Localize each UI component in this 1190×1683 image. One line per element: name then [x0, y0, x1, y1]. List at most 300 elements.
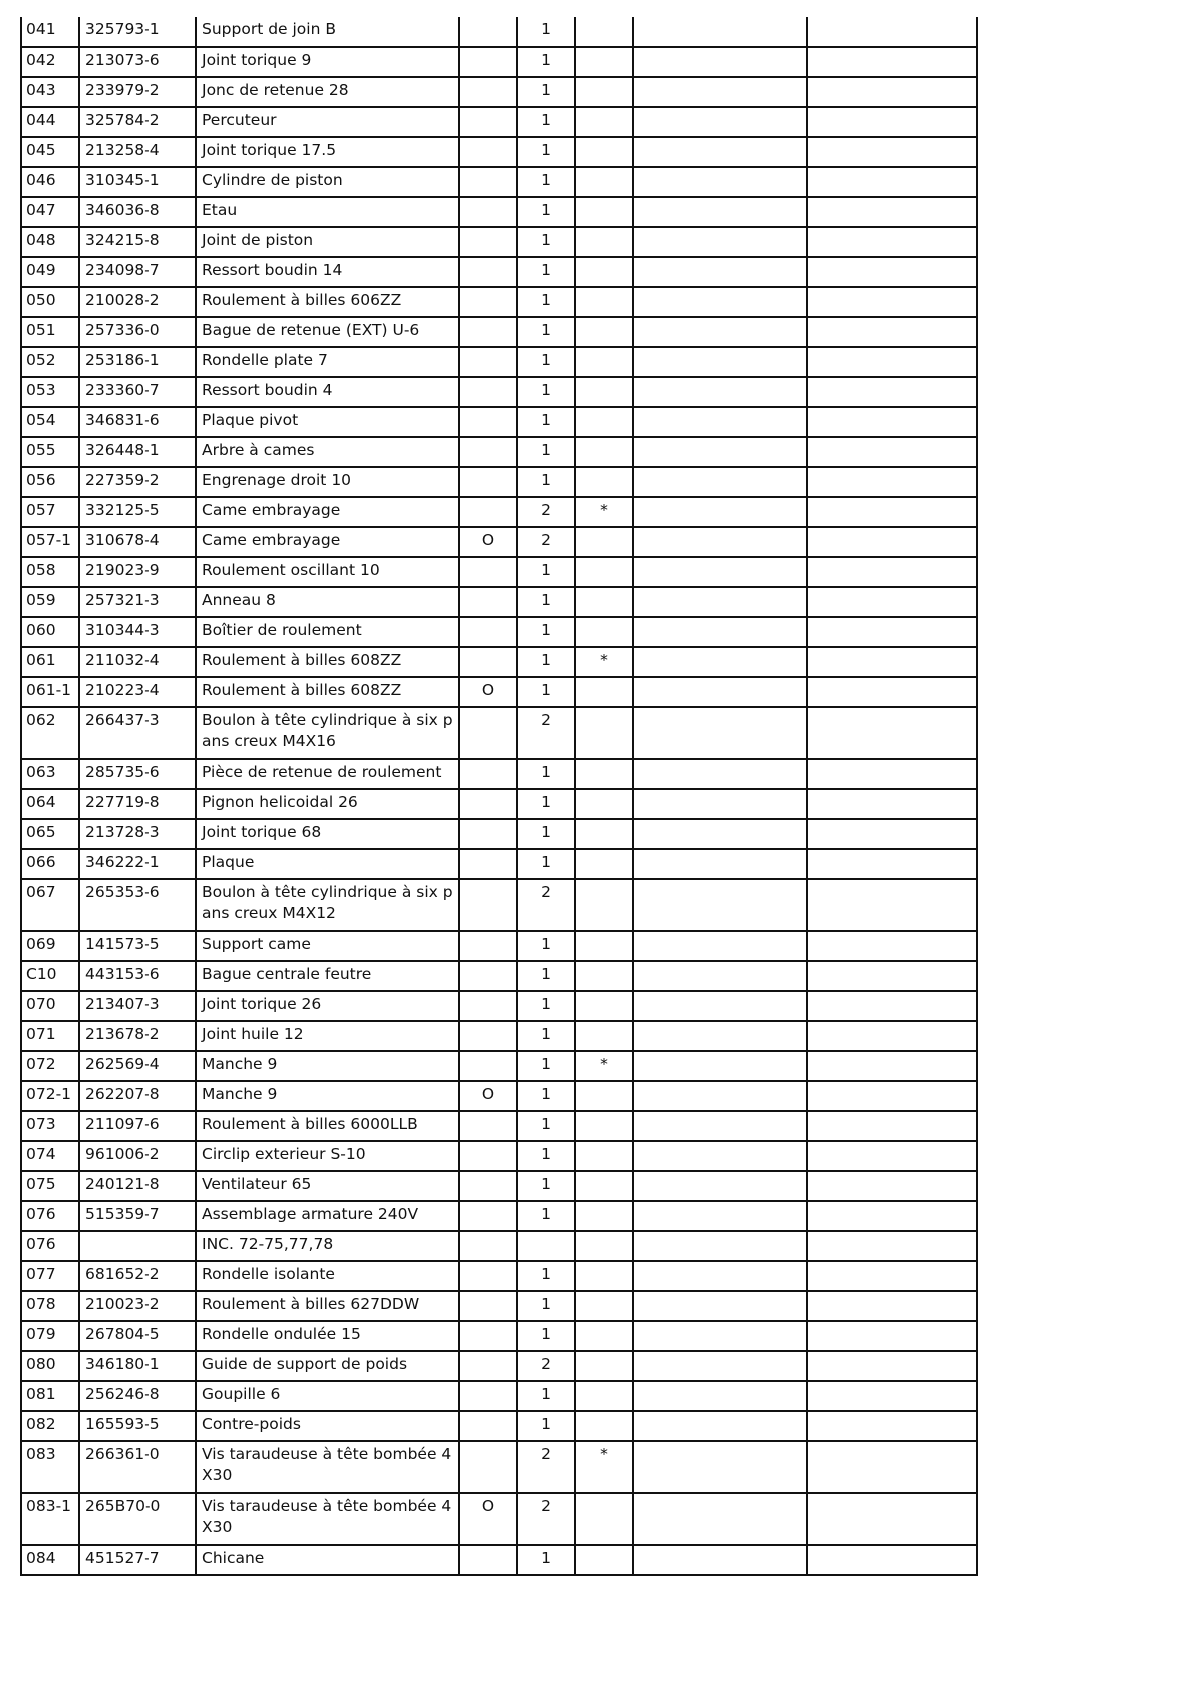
part-number-cell: 346222-1: [79, 849, 196, 879]
quantity-cell: 1: [517, 789, 575, 819]
blank-cell: [807, 557, 977, 587]
item-number-cell: 047: [21, 197, 79, 227]
table-row: [21, 1291, 977, 1321]
item-number-cell: 078: [21, 1291, 79, 1321]
blank-cell: [807, 1291, 977, 1321]
option-cell: [459, 227, 517, 257]
part-number-cell: 210023-2: [79, 1291, 196, 1321]
item-number-cell: 056: [21, 467, 79, 497]
description-cell: Rondelle ondulée 15: [196, 1321, 459, 1351]
table-row: [21, 1111, 977, 1141]
quantity-cell: 1: [517, 1291, 575, 1321]
blank-cell: [807, 107, 977, 137]
note-cell: *: [575, 497, 633, 527]
blank-cell: [807, 879, 977, 931]
table-row: [21, 17, 977, 47]
note-cell: [575, 1321, 633, 1351]
quantity-cell: 1: [517, 347, 575, 377]
blank-cell: [807, 197, 977, 227]
item-number-cell: 049: [21, 257, 79, 287]
option-cell: [459, 617, 517, 647]
item-number-cell: 079: [21, 1321, 79, 1351]
item-number-cell: 058: [21, 557, 79, 587]
blank-cell: [807, 1493, 977, 1545]
note-cell: [575, 1111, 633, 1141]
quantity-cell: 1: [517, 467, 575, 497]
blank-cell: [807, 1231, 977, 1261]
item-number-cell: 080: [21, 1351, 79, 1381]
part-number-cell: 211097-6: [79, 1111, 196, 1141]
blank-cell: [633, 527, 807, 557]
blank-cell: [807, 1411, 977, 1441]
option-cell: [459, 497, 517, 527]
part-number-cell: 515359-7: [79, 1201, 196, 1231]
blank-cell: [807, 617, 977, 647]
item-number-cell: 067: [21, 879, 79, 931]
blank-cell: [807, 961, 977, 991]
note-cell: [575, 197, 633, 227]
quantity-cell: 2: [517, 497, 575, 527]
note-cell: [575, 1231, 633, 1261]
item-number-cell: 053: [21, 377, 79, 407]
blank-cell: [633, 759, 807, 789]
table-row: [21, 759, 977, 789]
part-number-cell: 346831-6: [79, 407, 196, 437]
blank-cell: [633, 1261, 807, 1291]
part-number-cell: 266437-3: [79, 707, 196, 759]
quantity-cell: 1: [517, 849, 575, 879]
description-cell: Anneau 8: [196, 587, 459, 617]
table-row: [21, 77, 977, 107]
note-cell: [575, 167, 633, 197]
quantity-cell: 1: [517, 991, 575, 1021]
note-cell: *: [575, 1051, 633, 1081]
option-cell: [459, 1381, 517, 1411]
note-cell: [575, 407, 633, 437]
blank-cell: [633, 137, 807, 167]
part-number-cell: 262569-4: [79, 1051, 196, 1081]
blank-cell: [807, 227, 977, 257]
table-row: [21, 1411, 977, 1441]
quantity-cell: 1: [517, 1321, 575, 1351]
blank-cell: [633, 1171, 807, 1201]
blank-cell: [807, 1201, 977, 1231]
option-cell: [459, 407, 517, 437]
quantity-cell: 2: [517, 1351, 575, 1381]
blank-cell: [807, 317, 977, 347]
table-row: [21, 931, 977, 961]
item-number-cell: C10: [21, 961, 79, 991]
description-cell: Joint torique 68: [196, 819, 459, 849]
item-number-cell: 061: [21, 647, 79, 677]
item-number-cell: 072: [21, 1051, 79, 1081]
blank-cell: [633, 257, 807, 287]
item-number-cell: 057: [21, 497, 79, 527]
table-row: [21, 879, 977, 931]
quantity-cell: 2: [517, 1493, 575, 1545]
option-cell: [459, 47, 517, 77]
description-cell: Pièce de retenue de roulement: [196, 759, 459, 789]
part-number-cell: 325793-1: [79, 17, 196, 47]
note-cell: [575, 587, 633, 617]
option-cell: [459, 1441, 517, 1493]
description-cell: Came embrayage: [196, 497, 459, 527]
blank-cell: [807, 407, 977, 437]
description-cell: Joint torique 17.5: [196, 137, 459, 167]
note-cell: [575, 1351, 633, 1381]
quantity-cell: 1: [517, 557, 575, 587]
option-cell: [459, 1171, 517, 1201]
blank-cell: [807, 991, 977, 1021]
note-cell: [575, 77, 633, 107]
table-row: [21, 1021, 977, 1051]
item-number-cell: 070: [21, 991, 79, 1021]
part-number-cell: 346180-1: [79, 1351, 196, 1381]
blank-cell: [633, 227, 807, 257]
quantity-cell: 2: [517, 707, 575, 759]
option-cell: [459, 1351, 517, 1381]
table-row: [21, 1201, 977, 1231]
part-number-cell: 262207-8: [79, 1081, 196, 1111]
blank-cell: [807, 931, 977, 961]
item-number-cell: 072-1: [21, 1081, 79, 1111]
item-number-cell: 073: [21, 1111, 79, 1141]
description-cell: Ressort boudin 14: [196, 257, 459, 287]
option-cell: [459, 1321, 517, 1351]
quantity-cell: 2: [517, 527, 575, 557]
option-cell: [459, 377, 517, 407]
description-cell: Boîtier de roulement: [196, 617, 459, 647]
note-cell: [575, 557, 633, 587]
description-cell: Bague de retenue (EXT) U-6: [196, 317, 459, 347]
quantity-cell: 1: [517, 1021, 575, 1051]
item-number-cell: 081: [21, 1381, 79, 1411]
blank-cell: [633, 497, 807, 527]
part-number-cell: 234098-7: [79, 257, 196, 287]
blank-cell: [633, 437, 807, 467]
note-cell: [575, 347, 633, 377]
blank-cell: [633, 1111, 807, 1141]
quantity-cell: 1: [517, 317, 575, 347]
quantity-cell: 1: [517, 647, 575, 677]
blank-cell: [633, 167, 807, 197]
item-number-cell: 083-1: [21, 1493, 79, 1545]
note-cell: [575, 931, 633, 961]
item-number-cell: 077: [21, 1261, 79, 1291]
option-cell: [459, 819, 517, 849]
table-row: [21, 167, 977, 197]
part-number-cell: 213258-4: [79, 137, 196, 167]
table-row: [21, 257, 977, 287]
table-row: [21, 707, 977, 759]
quantity-cell: 1: [517, 227, 575, 257]
description-cell: Joint torique 26: [196, 991, 459, 1021]
option-cell: [459, 879, 517, 931]
quantity-cell: 1: [517, 1081, 575, 1111]
part-number-cell: 165593-5: [79, 1411, 196, 1441]
table-row: [21, 107, 977, 137]
quantity-cell: 1: [517, 77, 575, 107]
option-cell: [459, 849, 517, 879]
table-row: [21, 1141, 977, 1171]
blank-cell: [807, 819, 977, 849]
note-cell: [575, 17, 633, 47]
item-number-cell: 060: [21, 617, 79, 647]
option-cell: [459, 137, 517, 167]
table-row: [21, 347, 977, 377]
part-number-cell: 324215-8: [79, 227, 196, 257]
quantity-cell: 1: [517, 287, 575, 317]
item-number-cell: 071: [21, 1021, 79, 1051]
option-cell: [459, 1111, 517, 1141]
option-cell: [459, 1545, 517, 1575]
quantity-cell: 1: [517, 1111, 575, 1141]
option-cell: [459, 1201, 517, 1231]
item-number-cell: 042: [21, 47, 79, 77]
item-number-cell: 051: [21, 317, 79, 347]
description-cell: Joint de piston: [196, 227, 459, 257]
part-number-cell: 325784-2: [79, 107, 196, 137]
part-number-cell: 332125-5: [79, 497, 196, 527]
description-cell: INC. 72-75,77,78: [196, 1231, 459, 1261]
option-cell: [459, 587, 517, 617]
quantity-cell: 1: [517, 759, 575, 789]
blank-cell: [807, 1171, 977, 1201]
part-number-cell: 961006-2: [79, 1141, 196, 1171]
description-cell: Bague centrale feutre: [196, 961, 459, 991]
table-row: [21, 437, 977, 467]
table-row: [21, 287, 977, 317]
description-cell: Roulement à billes 627DDW: [196, 1291, 459, 1321]
blank-cell: [633, 47, 807, 77]
quantity-cell: 1: [517, 107, 575, 137]
description-cell: Roulement oscillant 10: [196, 557, 459, 587]
blank-cell: [633, 707, 807, 759]
note-cell: [575, 437, 633, 467]
item-number-cell: 066: [21, 849, 79, 879]
description-cell: Vis taraudeuse à tête bombée 4X30: [196, 1493, 459, 1545]
blank-cell: [633, 1291, 807, 1321]
option-cell: [459, 1021, 517, 1051]
blank-cell: [807, 377, 977, 407]
blank-cell: [807, 287, 977, 317]
table-row: [21, 1081, 977, 1111]
quantity-cell: 1: [517, 137, 575, 167]
description-cell: Roulement à billes 6000LLB: [196, 1111, 459, 1141]
blank-cell: [633, 1201, 807, 1231]
quantity-cell: 1: [517, 1381, 575, 1411]
blank-cell: [807, 789, 977, 819]
quantity-cell: 1: [517, 47, 575, 77]
blank-cell: [807, 137, 977, 167]
blank-cell: [633, 1021, 807, 1051]
description-cell: Contre-poids: [196, 1411, 459, 1441]
part-number-cell: 210223-4: [79, 677, 196, 707]
blank-cell: [807, 437, 977, 467]
quantity-cell: 1: [517, 1411, 575, 1441]
option-cell: [459, 467, 517, 497]
item-number-cell: 048: [21, 227, 79, 257]
part-number-cell: 227359-2: [79, 467, 196, 497]
table-row: [21, 1051, 977, 1081]
blank-cell: [807, 1081, 977, 1111]
option-cell: O: [459, 677, 517, 707]
blank-cell: [633, 77, 807, 107]
quantity-cell: 1: [517, 197, 575, 227]
part-number-cell: 257321-3: [79, 587, 196, 617]
blank-cell: [807, 1321, 977, 1351]
part-number-cell: 227719-8: [79, 789, 196, 819]
item-number-cell: 041: [21, 17, 79, 47]
table-row: [21, 849, 977, 879]
blank-cell: [807, 1111, 977, 1141]
description-cell: Circlip exterieur S-10: [196, 1141, 459, 1171]
blank-cell: [807, 647, 977, 677]
quantity-cell: [517, 1231, 575, 1261]
quantity-cell: 2: [517, 879, 575, 931]
part-number-cell: 265B70-0: [79, 1493, 196, 1545]
note-cell: [575, 677, 633, 707]
table-row: [21, 1493, 977, 1545]
item-number-cell: 064: [21, 789, 79, 819]
quantity-cell: 1: [517, 17, 575, 47]
blank-cell: [807, 1051, 977, 1081]
blank-cell: [807, 47, 977, 77]
option-cell: [459, 287, 517, 317]
item-number-cell: 076: [21, 1231, 79, 1261]
part-number-cell: 681652-2: [79, 1261, 196, 1291]
blank-cell: [807, 707, 977, 759]
description-cell: Vis taraudeuse à tête bombée 4X30: [196, 1441, 459, 1493]
description-cell: Cylindre de piston: [196, 167, 459, 197]
quantity-cell: 1: [517, 1171, 575, 1201]
item-number-cell: 076: [21, 1201, 79, 1231]
item-number-cell: 044: [21, 107, 79, 137]
item-number-cell: 052: [21, 347, 79, 377]
part-number-cell: 233979-2: [79, 77, 196, 107]
table-row: [21, 587, 977, 617]
note-cell: [575, 617, 633, 647]
option-cell: [459, 167, 517, 197]
item-number-cell: 061-1: [21, 677, 79, 707]
blank-cell: [633, 557, 807, 587]
description-cell: Support de join B: [196, 17, 459, 47]
parts-list-body: [21, 17, 977, 1575]
blank-cell: [633, 1441, 807, 1493]
option-cell: [459, 1261, 517, 1291]
item-number-cell: 069: [21, 931, 79, 961]
part-number-cell: 240121-8: [79, 1171, 196, 1201]
description-cell: Goupille 6: [196, 1381, 459, 1411]
item-number-cell: 043: [21, 77, 79, 107]
blank-cell: [633, 931, 807, 961]
table-row: [21, 647, 977, 677]
note-cell: [575, 317, 633, 347]
item-number-cell: 084: [21, 1545, 79, 1575]
description-cell: Boulon à tête cylindrique à six pans creux M4X12: [196, 879, 459, 931]
note-cell: [575, 961, 633, 991]
table-row: [21, 1321, 977, 1351]
blank-cell: [633, 1493, 807, 1545]
quantity-cell: 1: [517, 1545, 575, 1575]
quantity-cell: 1: [517, 1201, 575, 1231]
note-cell: [575, 819, 633, 849]
note-cell: [575, 1545, 633, 1575]
description-cell: Percuteur: [196, 107, 459, 137]
note-cell: [575, 707, 633, 759]
table-row: [21, 197, 977, 227]
note-cell: [575, 107, 633, 137]
note-cell: [575, 789, 633, 819]
option-cell: [459, 789, 517, 819]
description-cell: Boulon à tête cylindrique à six pans creux M4X16: [196, 707, 459, 759]
blank-cell: [807, 467, 977, 497]
option-cell: [459, 1411, 517, 1441]
description-cell: Joint huile 12: [196, 1021, 459, 1051]
option-cell: [459, 647, 517, 677]
option-cell: [459, 961, 517, 991]
note-cell: [575, 287, 633, 317]
blank-cell: [633, 879, 807, 931]
table-row: [21, 819, 977, 849]
item-number-cell: 057-1: [21, 527, 79, 557]
note-cell: [575, 1381, 633, 1411]
part-number-cell: 266361-0: [79, 1441, 196, 1493]
part-number-cell: 213407-3: [79, 991, 196, 1021]
blank-cell: [633, 1321, 807, 1351]
note-cell: [575, 227, 633, 257]
part-number-cell: 253186-1: [79, 347, 196, 377]
quantity-cell: 1: [517, 1141, 575, 1171]
blank-cell: [633, 1231, 807, 1261]
option-cell: O: [459, 1081, 517, 1111]
part-number-cell: 346036-8: [79, 197, 196, 227]
description-cell: Guide de support de poids: [196, 1351, 459, 1381]
quantity-cell: 1: [517, 587, 575, 617]
part-number-cell: 213728-3: [79, 819, 196, 849]
blank-cell: [807, 677, 977, 707]
option-cell: [459, 77, 517, 107]
description-cell: Rondelle isolante: [196, 1261, 459, 1291]
description-cell: Etau: [196, 197, 459, 227]
blank-cell: [633, 317, 807, 347]
note-cell: [575, 1493, 633, 1545]
quantity-cell: 1: [517, 819, 575, 849]
description-cell: Jonc de retenue 28: [196, 77, 459, 107]
blank-cell: [633, 1411, 807, 1441]
option-cell: [459, 1141, 517, 1171]
blank-cell: [807, 1545, 977, 1575]
blank-cell: [633, 467, 807, 497]
note-cell: [575, 47, 633, 77]
blank-cell: [807, 849, 977, 879]
option-cell: [459, 557, 517, 587]
item-number-cell: 054: [21, 407, 79, 437]
blank-cell: [633, 1351, 807, 1381]
option-cell: [459, 257, 517, 287]
description-cell: Roulement à billes 608ZZ: [196, 647, 459, 677]
note-cell: [575, 1291, 633, 1321]
table-row: [21, 317, 977, 347]
item-number-cell: 055: [21, 437, 79, 467]
blank-cell: [633, 287, 807, 317]
quantity-cell: 1: [517, 677, 575, 707]
option-cell: [459, 759, 517, 789]
note-cell: [575, 137, 633, 167]
quantity-cell: 1: [517, 1051, 575, 1081]
table-row: [21, 497, 977, 527]
table-row: [21, 47, 977, 77]
